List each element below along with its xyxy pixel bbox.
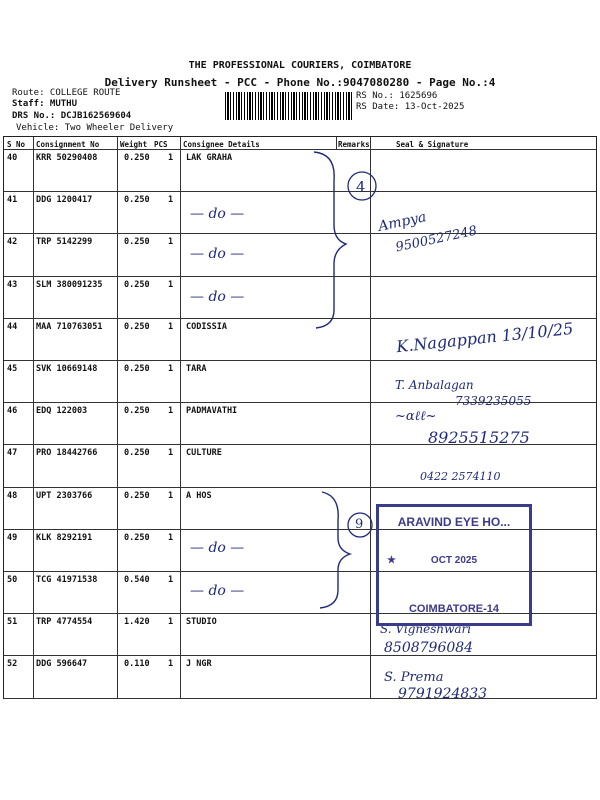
cell-consignee: STUDIO: [186, 617, 217, 628]
cell-weight: 0.250: [124, 237, 150, 248]
cell-consignment: DDG 1200417: [36, 195, 93, 206]
cell-sno: 51: [7, 617, 18, 628]
signature-phone: 8925515275: [428, 428, 530, 447]
cell-sno: 42: [7, 237, 18, 248]
cell-consignee: A HOS: [186, 490, 212, 501]
cell-sno: 41: [7, 195, 18, 206]
cell-weight: 0.250: [124, 364, 150, 374]
row-divider: [4, 655, 596, 656]
signature-phone: 7339235055: [455, 394, 532, 408]
cell-consignment: DDG 596647: [36, 659, 88, 670]
ditto-mark: — do —: [190, 289, 245, 305]
cell-weight: 0.250: [124, 195, 150, 206]
signature: K.Nagappan 13/10/25: [395, 318, 575, 357]
cell-sno: 50: [7, 575, 18, 585]
route-label: Route: COLLEGE ROUTE: [12, 88, 121, 98]
cell-pcs: 1: [168, 153, 174, 163]
remark-number: 9: [355, 517, 364, 532]
rs-date: RS Date: 13-Oct-2025: [356, 102, 465, 112]
remark-number: 4: [356, 178, 366, 196]
cell-sno: 44: [7, 321, 18, 332]
cell-consignee: CODISSIA: [186, 321, 227, 332]
cell-pcs: 1: [168, 406, 174, 417]
cell-consignment: TRP 4774554: [36, 617, 93, 628]
col-header-sno: S No: [7, 140, 26, 149]
cell-weight: 0.250: [124, 490, 150, 501]
drs-number: DRS No.: DCJB162569604: [12, 111, 132, 121]
brace-mark: [314, 152, 346, 328]
ditto-mark: — do —: [190, 540, 245, 556]
col-header-weight: Weight: [120, 140, 148, 149]
cell-weight: 0.540: [124, 575, 150, 585]
cell-consignment: PRO 18442766: [36, 448, 98, 459]
cell-consignment: KRR 50290408: [36, 153, 98, 163]
ditto-mark: — do —: [190, 206, 245, 222]
vehicle-label: Vehicle: Two Wheeler Delivery: [16, 123, 174, 133]
col-header-consignee: Consignee Details: [183, 140, 260, 149]
cell-consignee: J NGR: [186, 659, 212, 670]
cell-consignment: TRP 5142299: [36, 237, 93, 248]
cell-pcs: 1: [168, 575, 174, 585]
cell-weight: 0.250: [124, 532, 150, 543]
cell-pcs: 1: [168, 237, 174, 248]
cell-sno: 48: [7, 490, 18, 501]
stamp-date: OCT 2025: [430, 555, 478, 566]
rs-number: RS No.: 1625696: [356, 91, 438, 101]
cell-weight: 0.250: [124, 153, 150, 163]
cell-pcs: 1: [168, 490, 174, 501]
cell-pcs: 1: [168, 532, 174, 543]
signature: S. Prema: [384, 670, 444, 685]
cell-consignee: LAK GRAHA: [186, 153, 233, 163]
brace-mark: [320, 492, 350, 608]
cell-pcs: 1: [168, 448, 174, 459]
col-header-remarks: Remarks: [338, 140, 370, 149]
star-icon: ★: [387, 555, 396, 566]
col-header-consignment: Consignment No: [36, 140, 100, 149]
cell-consignment: SVK 10669148: [36, 364, 98, 374]
runsheet-subtitle: Delivery Runsheet - PCC - Phone No.:9047080280 - Page No.:4: [104, 76, 496, 89]
cell-pcs: 1: [168, 321, 174, 332]
stamp-city: COIMBATORE-14: [408, 603, 500, 615]
col-header-pcs: PCS: [154, 140, 168, 149]
signature-phone: 8508796084: [384, 640, 474, 656]
cell-consignment: UPT 2303766: [36, 490, 93, 501]
staff-label: Staff: MUTHU: [12, 99, 78, 109]
cell-consignee: TARA: [186, 364, 207, 374]
stamp-title: ARAVIND EYE HO...: [397, 515, 511, 529]
cell-consignee: PADMAVATHI: [186, 406, 238, 417]
col-header-signature: Seal & Signature: [396, 140, 469, 149]
cell-sno: 47: [7, 448, 18, 459]
cell-consignment: SLM 380091235: [36, 279, 103, 290]
ditto-mark: — do —: [190, 583, 245, 599]
signature-phone: 9791924833: [398, 686, 488, 702]
signature: S. Vigneshwari: [380, 622, 472, 636]
cell-consignment: MAA 710763051: [36, 321, 103, 332]
cell-weight: 0.250: [124, 321, 150, 332]
cell-consignment: EDQ 122003: [36, 406, 88, 417]
cell-sno: 43: [7, 279, 18, 290]
cell-weight: 0.250: [124, 448, 150, 459]
signature-phone: 0422 2574110: [420, 470, 501, 483]
cell-sno: 46: [7, 406, 18, 417]
cell-consignment: TCG 41971538: [36, 575, 98, 585]
company-title: THE PROFESSIONAL COURIERS, COIMBATORE: [188, 60, 412, 71]
signature-phone: 9500527248: [394, 223, 479, 256]
cell-pcs: 1: [168, 364, 174, 374]
cell-sno: 52: [7, 659, 18, 670]
barcode: [225, 92, 353, 120]
cell-pcs: 1: [168, 659, 174, 670]
cell-sno: 49: [7, 532, 18, 543]
cell-consignment: KLK 8292191: [36, 532, 93, 543]
cell-weight: 0.250: [124, 406, 150, 417]
cell-pcs: 1: [168, 195, 174, 206]
signature: ~ɑℓℓ~: [395, 409, 437, 424]
cell-consignee: CULTURE: [186, 448, 222, 459]
row-divider: [4, 698, 596, 699]
cell-sno: 40: [7, 153, 18, 163]
cell-weight: 1.420: [124, 617, 150, 628]
cell-pcs: 1: [168, 617, 174, 628]
cell-pcs: 1: [168, 279, 174, 290]
cell-weight: 0.250: [124, 279, 150, 290]
signature: Ampya: [376, 209, 428, 235]
hospital-stamp: [376, 504, 532, 626]
cell-weight: 0.110: [124, 659, 150, 670]
ditto-mark: — do —: [190, 246, 245, 262]
signature: T. Anbalagan: [395, 378, 474, 392]
cell-sno: 45: [7, 364, 18, 374]
